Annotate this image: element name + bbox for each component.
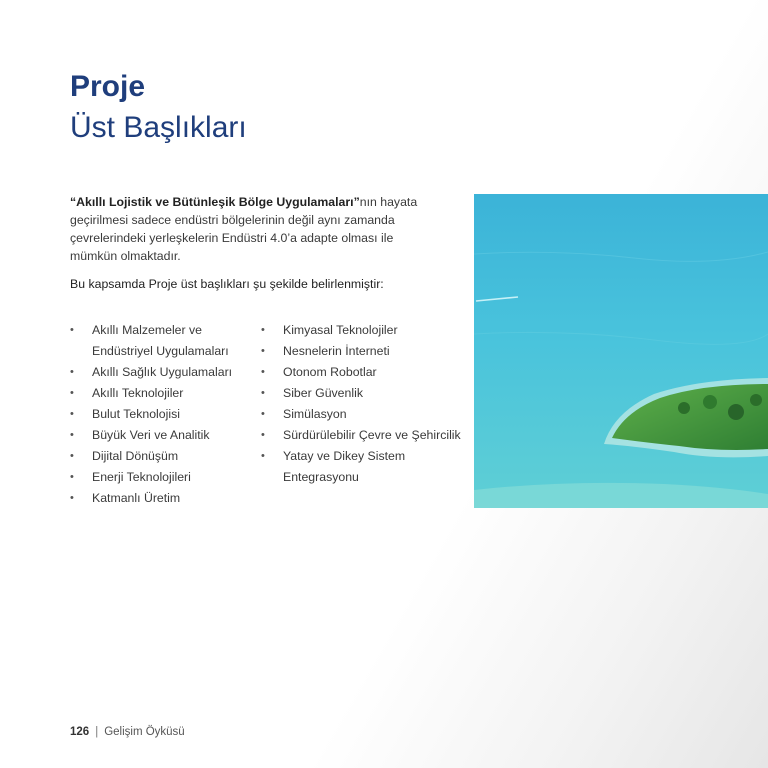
list-item: • Nesnelerin İnterneti bbox=[261, 341, 461, 362]
list-item: • Akıllı Sağlık Uygulamaları bbox=[70, 362, 260, 383]
list-item: • Yatay ve Dikey Sistem Entegrasyonu bbox=[261, 446, 461, 488]
list-intro: Bu kapsamda Proje üst başlıkları şu şekilde belirlenmiştir: bbox=[70, 277, 384, 291]
list-item: • Kimyasal Teknolojiler bbox=[261, 320, 461, 341]
bullet-icon: • bbox=[261, 345, 265, 357]
list-item: • Simülasyon bbox=[261, 404, 461, 425]
bullet-icon: • bbox=[70, 408, 74, 420]
bullet-icon: • bbox=[70, 324, 74, 336]
list-item: • Dijital Dönüşüm bbox=[70, 446, 260, 467]
bullet-icon: • bbox=[70, 387, 74, 399]
bullet-icon: • bbox=[261, 324, 265, 336]
list-item: • Akıllı Teknolojiler bbox=[70, 383, 260, 404]
intro-text: nın hayata geçirilmesi sadece endüstri bölgelerinin değil aynı zamanda çevrelerindeki yerleşkelerin Endüstri 4.0’a adapte olması ile mümkün olmaktadır. bbox=[70, 195, 418, 263]
list-item: • Akıllı Malzemeler ve Endüstriyel Uygulamaları bbox=[70, 320, 260, 362]
topic-list-left bbox=[70, 320, 260, 509]
topic-list-right bbox=[261, 320, 461, 488]
bullet-icon: • bbox=[261, 429, 265, 441]
intro-bold-phrase: “Akıllı Lojistik ve Bütünleşik Bölge Uygulamaları” bbox=[70, 195, 360, 209]
list-item: • Enerji Teknolojileri bbox=[70, 467, 260, 488]
intro-paragraph bbox=[70, 193, 432, 265]
list-item: • Siber Güvenlik bbox=[261, 383, 461, 404]
bullet-icon: • bbox=[70, 450, 74, 462]
list-item: • Katmanlı Üretim bbox=[70, 488, 260, 509]
page-subtitle: Üst Başlıkları bbox=[70, 111, 247, 144]
bullet-icon: • bbox=[70, 492, 74, 504]
trees bbox=[703, 395, 717, 409]
bullet-icon: • bbox=[261, 408, 265, 420]
trees bbox=[750, 394, 762, 406]
aerial-coast-photo bbox=[474, 194, 768, 508]
page-number: 126 bbox=[70, 726, 90, 738]
bullet-icon: • bbox=[261, 387, 265, 399]
page-title: Proje bbox=[70, 70, 146, 103]
page-footer bbox=[70, 726, 185, 738]
bullet-icon: • bbox=[70, 471, 74, 483]
footer-separator: | bbox=[95, 726, 99, 738]
list-item: • Büyük Veri ve Analitik bbox=[70, 425, 260, 446]
list-item: • Otonom Robotlar bbox=[261, 362, 461, 383]
trees bbox=[728, 404, 744, 420]
bullet-icon: • bbox=[261, 366, 265, 378]
list-item: • Bulut Teknolojisi bbox=[70, 404, 260, 425]
bullet-icon: • bbox=[70, 366, 74, 378]
bullet-icon: • bbox=[70, 429, 74, 441]
list-item: • Sürdürülebilir Çevre ve Şehircilik bbox=[261, 425, 461, 446]
trees bbox=[678, 402, 690, 414]
water bbox=[474, 194, 768, 508]
section-name: Gelişim Öyküsü bbox=[104, 726, 185, 738]
bullet-icon: • bbox=[261, 450, 265, 462]
